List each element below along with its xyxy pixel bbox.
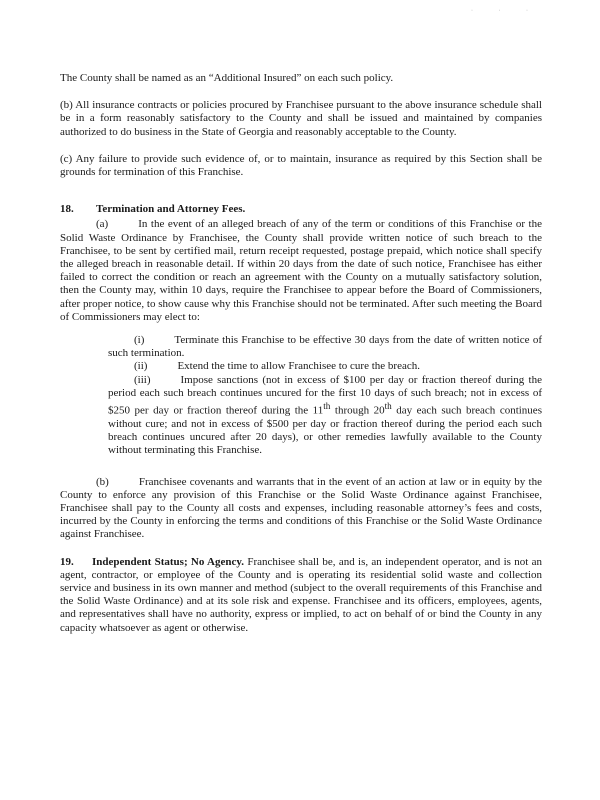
insurance-paragraph-b: (b) All insurance contracts or policies procured by Franchisee pursuant to the above insurance schedule shall be in a form reasonably satisfactory to the County and shall be issued and maintained by companies authorized to do business in the State of Georgia and reasonably acceptable to the County. (60, 99, 542, 138)
section-19-body: Franchisee shall be, and is, an independent operator, and is not an agent, contractor, or employee of the County and is operating its residential solid waste and collection service and business in its own manner and method (subject to the overall requirements of this Franchise and the Solid Waste Ordinance) and at its sole risk and expense. Franchisee and its officers, employees, agents, and representatives shall have no authority, express or implied, to act on behalf of or bind the County in any capacity whatsoever as agent or otherwise. (60, 555, 543, 634)
insurance-paragraph-c: (c) Any failure to provide such evidence of, or to maintain, insurance as required by this Section shall be grounds for termination of this Franchise. (60, 152, 542, 179)
option-iii-text-3: day each such breach continues without cure; and not in excess of $500 per day or fraction thereof during the period each such breach continues uncured after 20 days), or other remedies lawfully available to the County without terminating this Franchise. (108, 404, 542, 457)
section-18-options (60, 334, 542, 457)
option-iii-text-2: through 20 (330, 404, 385, 417)
paragraph-b-text: Franchisee covenants and warrants that in the event of an action at law or in equity by the County to enforce any provision of this Franchise or the Solid Waste Ordinance against Franchisee, Franchisee shall pay to the County all costs and expenses, including reasonable attorney’s fees and costs, incurred by the County in enforcing the terms and conditions of this Franchise or the Solid Waste Ordinance against Franchisee. (60, 475, 542, 541)
insurance-named-insured: The County shall be named as an “Additional Insured” on each such policy. (60, 72, 394, 84)
option-iii-text-1: Impose sanctions (not in excess of $100 per day or fraction thereof during the period each such breach continues uncured for the first 10 days of such breach; not in excess of $250 per day or fraction thereof during the 11 (108, 373, 542, 417)
section-18-paragraph-a (60, 218, 542, 324)
section-18-number: 18. (60, 203, 74, 216)
option-ii-label: (ii) (134, 360, 148, 373)
option-i-text: Terminate this Franchise to be effective 30 days from the date of written notice of such termination. (108, 334, 542, 360)
option-iii-label: (iii) (134, 373, 151, 386)
paragraph-a-text: In the event of an alleged breach of any of the term or conditions of this Franchise or the Solid Waste Ordinance by Franchisee, the County shall provide written notice of such breach to the Franchisee, to be sent by certified mail, return receipt requested, postage prepaid, which notice shall specify the alleged breach in reasonable detail. If within 20 days from the date of such notice, Franchisee has either failed to correct the condition or reach an agreement with the County on a mutually satisfactory solution, then the County may, within 10 days, require the Franchisee to appear before the Board of Commissioners, after proper notice, to show cause why this Franchise should not be terminated. After such meeting the Board of Commissioners may elect to: (60, 218, 542, 323)
section-19-title: Independent Status; No Agency. (92, 555, 245, 568)
option-ii (108, 360, 542, 373)
option-i (108, 334, 542, 360)
option-iii-sup-2: th (384, 401, 392, 412)
document-body (60, 72, 542, 635)
section-18-title: Termination and Attorney Fees. (96, 203, 246, 216)
scan-specks: · · · (471, 8, 540, 14)
option-i-label: (i) (134, 334, 145, 347)
section-18-heading (60, 203, 542, 216)
section-18-paragraph-b (60, 476, 542, 542)
section-19 (60, 556, 542, 635)
option-iii (108, 374, 542, 458)
paragraph-b-label: (b) (96, 475, 109, 488)
option-iii-sup-1: th (323, 401, 331, 412)
paragraph-a-label: (a) (96, 218, 109, 231)
section-19-number: 19. (60, 555, 74, 568)
option-ii-text: Extend the time to allow Franchisee to cure the breach. (177, 360, 420, 373)
